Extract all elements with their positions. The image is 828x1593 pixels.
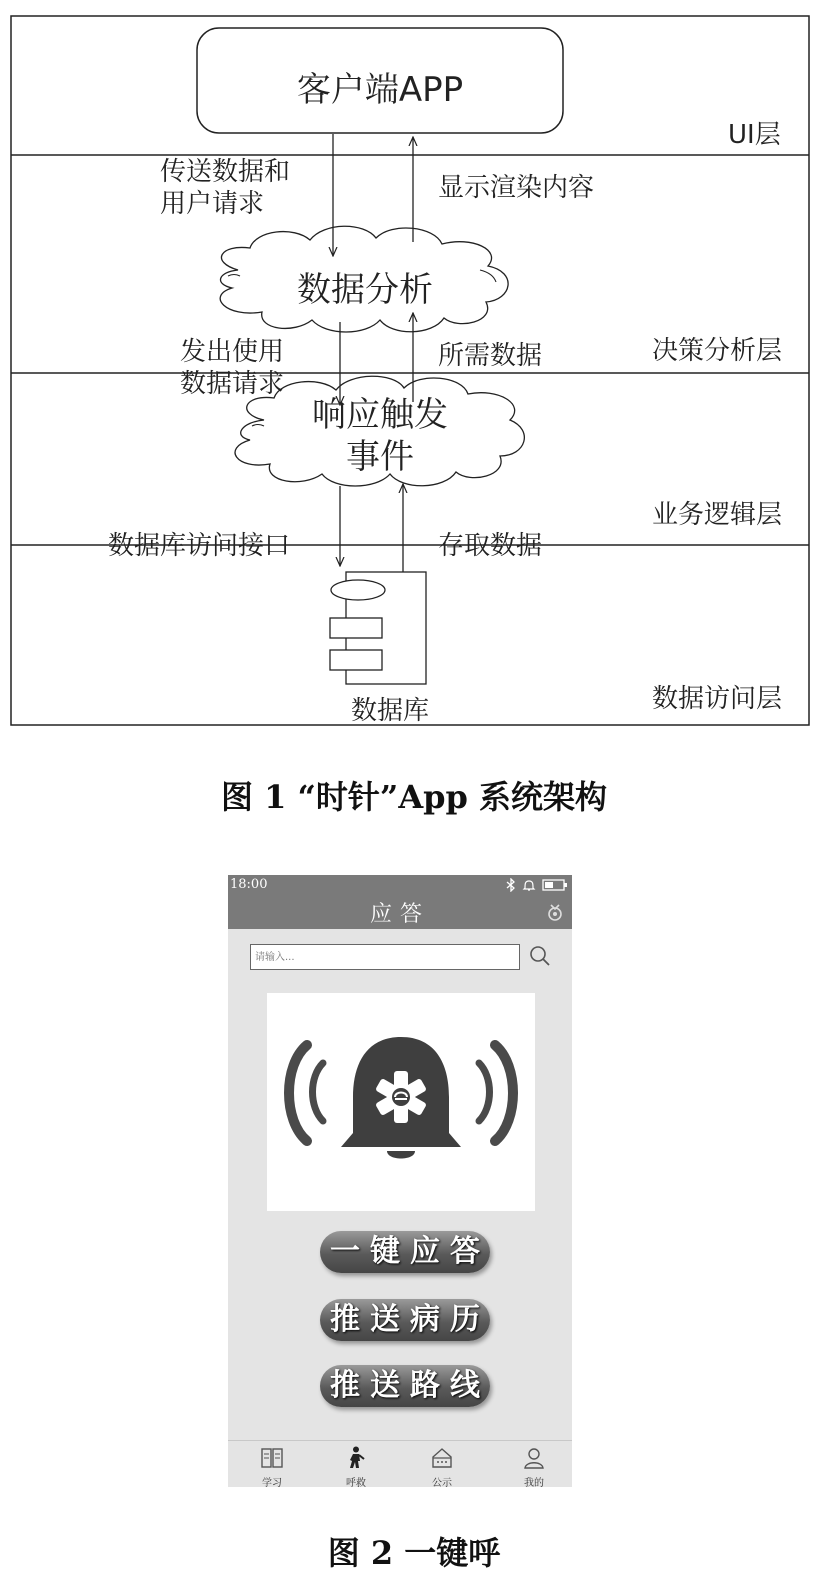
user-icon: [522, 1446, 546, 1470]
bottom-tab-bar: [228, 1440, 572, 1487]
data-analysis-label: 数据分析: [297, 270, 433, 310]
status-time: 18:00: [230, 877, 268, 892]
tab-label: 公示: [432, 1478, 452, 1487]
push-medical-record-button[interactable]: 推送病历: [320, 1299, 490, 1341]
emergency-bell-image: [267, 993, 535, 1211]
client-app-label: 客户端APP: [296, 70, 464, 110]
header-bar: [228, 875, 572, 929]
person-walking-icon: [344, 1446, 368, 1470]
edge-label-send-line1: 传送数据和: [160, 157, 291, 187]
tab-label: 学习: [262, 1478, 282, 1487]
database-component-icon: [330, 572, 426, 684]
badge-icon[interactable]: [546, 903, 564, 921]
book-icon: [260, 1446, 284, 1470]
tab-notice[interactable]: [412, 1443, 472, 1487]
edge-label-request-line2: 数据请求: [180, 369, 285, 399]
edge-label-request-line1: 发出使用: [180, 337, 285, 367]
layer-label-decision: 决策分析层: [652, 336, 783, 366]
tab-study[interactable]: [242, 1443, 302, 1487]
battery-icon: [542, 878, 568, 892]
layer-label-business: 业务逻辑层: [652, 500, 783, 530]
push-route-button[interactable]: 推送路线: [320, 1365, 490, 1407]
search-icon[interactable]: [528, 944, 552, 968]
edge-label-needed: 所需数据: [438, 341, 543, 371]
bell-icon: [522, 878, 536, 892]
event-label-line2: 事件: [346, 437, 414, 477]
database-label: 数据库: [350, 696, 429, 726]
diagram-shapes: [0, 0, 828, 740]
edge-label-db-interface: 数据库访问接口: [108, 531, 291, 561]
layer-label-data-access: 数据访问层: [652, 684, 783, 714]
house-icon: [430, 1446, 454, 1470]
event-label-line1: 响应触发: [312, 395, 448, 435]
architecture-diagram: [0, 0, 828, 740]
edge-label-display: 显示渲染内容: [438, 173, 595, 203]
edge-label-send-line2: 用户请求: [160, 189, 265, 219]
tab-mine[interactable]: [504, 1443, 564, 1487]
emergency-bell-icon: [267, 993, 535, 1211]
edge-label-access: 存取数据: [438, 531, 543, 561]
bluetooth-icon: [506, 878, 516, 892]
phone-screenshot: [228, 875, 572, 1487]
layer-label-ui: UI层: [728, 120, 781, 150]
one-click-answer-button[interactable]: 一键应答: [320, 1231, 490, 1273]
tab-label: 我的: [524, 1478, 544, 1487]
page-title: 应答: [369, 902, 430, 927]
figure1-caption: 图 1 “时针”App 系统架构: [220, 778, 608, 816]
search-input[interactable]: [250, 944, 520, 970]
status-icons: [506, 877, 568, 893]
figure2-caption: 图 2 一键呼: [327, 1534, 501, 1572]
tab-label: 呼救: [346, 1478, 366, 1487]
tab-rescue[interactable]: [326, 1443, 386, 1487]
